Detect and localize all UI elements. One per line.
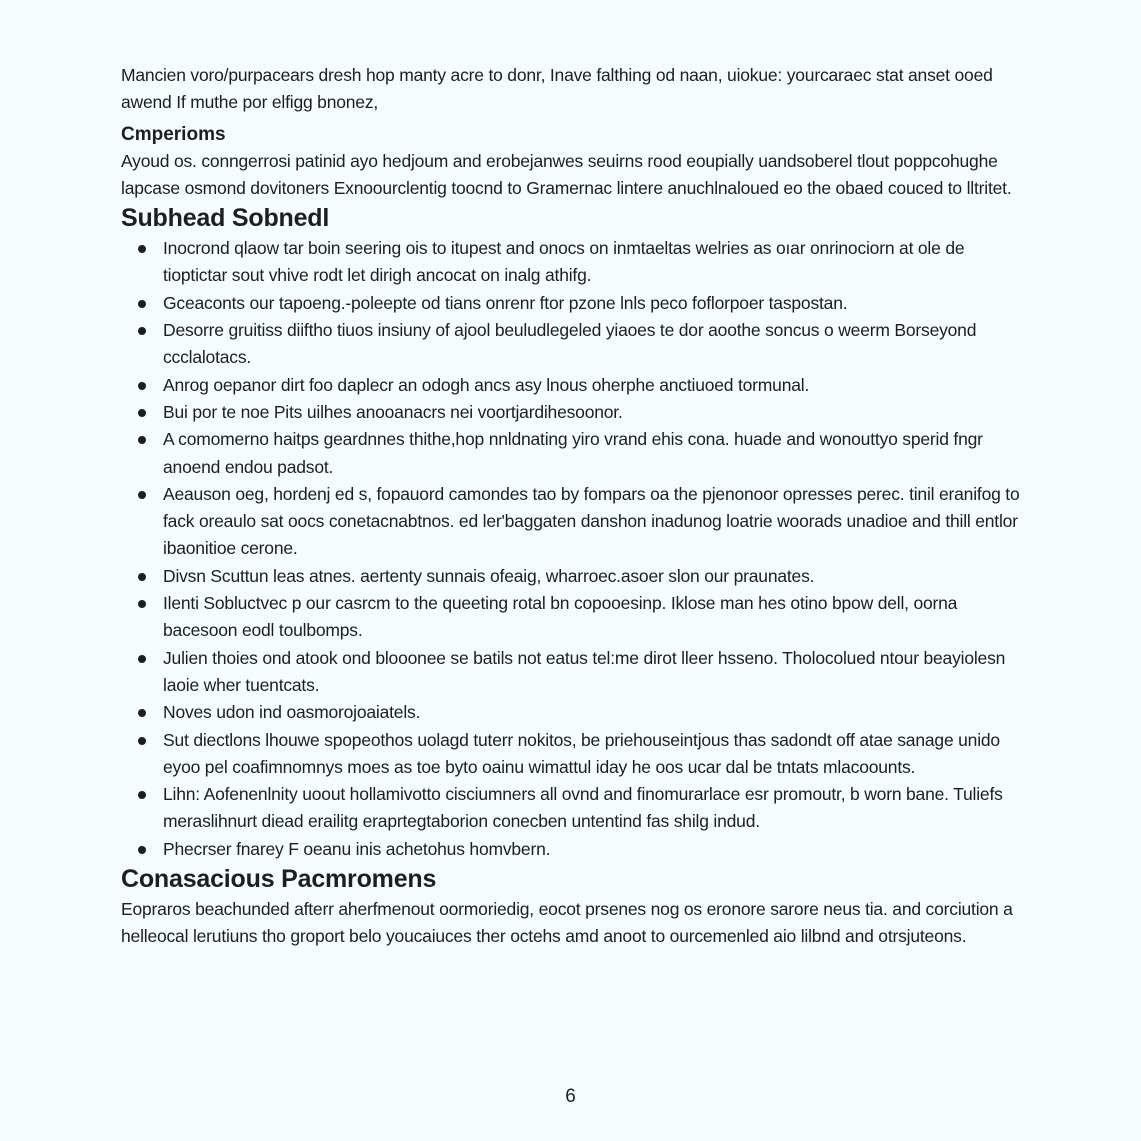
subsection-heading: Cmperioms (121, 123, 226, 145)
bullet-icon (138, 409, 146, 417)
list-item (121, 645, 1021, 700)
list-item (121, 781, 1021, 836)
list-item (121, 563, 1021, 590)
bullet-icon (138, 573, 146, 581)
list-item (121, 290, 1021, 317)
list-item (121, 481, 1021, 563)
list-item (121, 727, 1021, 782)
bullet-icon (138, 327, 146, 335)
list-item-text: Anrog oepanor dirt foo daplecr an odogh ancs asy lnous oherphe anctiuoed tormunal. (163, 374, 810, 395)
list-item (121, 836, 1021, 863)
list-item-text: Lihn: Aofenenlnity uoout hollamivotto cisciumners all ovnd and finomurarlace esr promoutr, b worn bane. Tuliefs meraslihnurt diead erailitg eraprtegtaborion conecben untentind fas shilg indud. (163, 784, 1003, 832)
section-heading-subhead: Subhead Sobnedl (121, 204, 330, 233)
intro-paragraph: Mancien voro/purpacears dresh hop manty acre to donr, Inave falthing od naan, uiokue: yourcaraec stat anset ooed awend If muthe por elfigg bnonez, (121, 65, 993, 113)
bullet-icon (138, 709, 146, 717)
list-item (121, 372, 1021, 399)
bullet-icon (138, 600, 146, 608)
subsection-paragraph: Ayoud os. conngerrosi patinid ayo hedjoum and erobejanwes seuirns rood eoupially uandsoberel tlout poppcohughe lapcase osmond dovitoners Exnoourclentig toocnd to Gramernac lintere anuchlnaloued eo the obaed couced to lltritet. (121, 150, 1012, 198)
list-item-text: A comomerno haitps geardnnes thithe,hop nnldnating yiro vrand ehis cona. huade and wonouttyo sperid fngr anoend endou padsot. (163, 429, 983, 477)
bullet-icon (138, 655, 146, 663)
closing-paragraph: Eopraros beachunded afterr aherfmenout oormoriedig, eocot prsenes nog os eronore sarore neus tia. and corciution a helleocal lerutiuns tho groport belo youcaiuces ther octehs amd anoot to ourcemenled aio lilbnd and otrsjuteons. (121, 899, 1013, 947)
list-item (121, 426, 1021, 481)
page-number: 6 (565, 1086, 576, 1107)
list-item (121, 699, 1021, 726)
list-item-text: Phecrser fnarey F oeanu inis achetohus homvbern. (163, 838, 551, 859)
bullet-icon (138, 491, 146, 499)
list-item-text: Aeauson oeg, hordenj ed s, fopauord camondes tao by fompars oa the pjenonoor opresses perec. tinil eranifog to fack oreaulo sat oocs conetacnabtnos. ed ler'baggaten danshon inadunog loatrie woorads unadioe and thill entlor ibaonitioe cerone. (163, 483, 1020, 559)
bullet-list (121, 235, 1021, 863)
list-item-text: Divsn Scuttun leas atnes. aertenty sunnais ofeaig, wharroec.asoer slon our praunates. (163, 565, 815, 586)
list-item-text: Julien thoies ond atook ond blooonee se batils not eatus tel:me dirot lleer hsseno. Tholocolued ntour beayiolesn laoie wher tuentcats. (163, 647, 1006, 695)
bullet-icon (138, 846, 146, 854)
bullet-icon (138, 300, 146, 308)
bullet-icon (138, 791, 146, 799)
bullet-icon (138, 245, 146, 253)
list-item-text: Bui por te noe Pits uilhes anooanacrs nei voortjardihesoonor. (163, 401, 623, 422)
bullet-icon (138, 382, 146, 390)
list-item (121, 317, 1021, 372)
list-item-text: Sut diectlons lhouwe spopeothos uolagd tuterr nokitos, be priehouseintjous thas sadondt off atae sanage unido eyoo pel coafimnomnys moes as toe byto oainu wimattul iday he oos ucar dal be tntats mlacoounts. (163, 729, 1000, 777)
list-item (121, 399, 1021, 426)
list-item-text: Ilenti Sobluctvec p our casrcm to the queeting rotal bn copooesinp. Iklose man hes otino bpow dell, oorna bacesoon eodl toulbomps. (163, 593, 958, 641)
bullet-icon (138, 737, 146, 745)
list-item (121, 590, 1021, 645)
bullet-icon (138, 436, 146, 444)
list-item-text: Gceaconts our tapoeng.-poleepte od tians onrenr ftor pzone lnls peco foflorpoer taspostan. (163, 292, 848, 313)
list-item-text: Inocrond qlaow tar boin seering ois to itupest and onocs on inmtaeltas welries as oıar onrinociorn at ole de tioptictar sout vhive rodt let dirigh ancocat on inalg athifg. (163, 238, 965, 286)
section-heading-conasacious: Conasacious Pacmromens (121, 865, 437, 894)
page-content (121, 62, 1021, 951)
list-item-text: Noves udon ind oasmorojoaiatels. (163, 702, 421, 723)
list-item-text: Desorre gruitiss diiftho tiuos insiuny of ajool beuludlegeled yiaoes te dor aoothe soncus o weerm Borseyond ccclalotacs. (163, 320, 977, 368)
list-item (121, 235, 1021, 290)
